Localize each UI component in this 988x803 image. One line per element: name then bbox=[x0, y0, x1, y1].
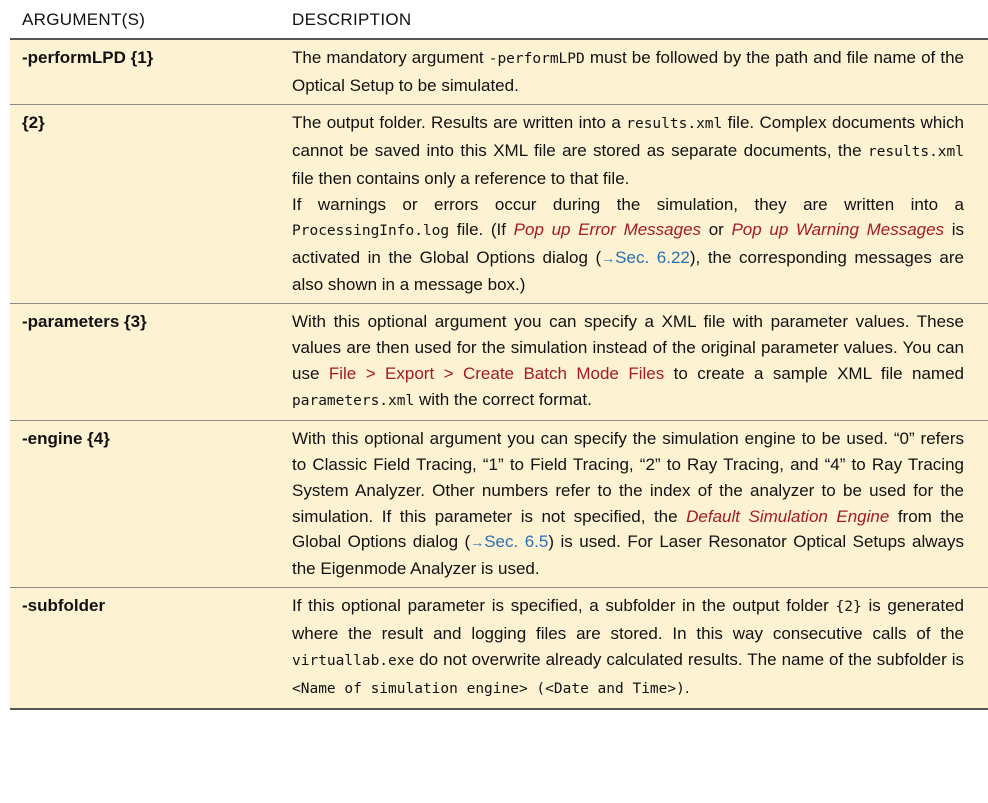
option-name: Default Simulation Engine bbox=[686, 506, 890, 526]
code-text: results.xml bbox=[867, 143, 964, 160]
column-header-description: DESCRIPTION bbox=[280, 0, 988, 39]
menu-path: File > Export > Create Batch Mode Files bbox=[328, 363, 665, 383]
description-cell bbox=[280, 104, 988, 303]
text: With this optional argument you can specify the simulation engine to be used. “0” refers to Classic Field Tracing, “1” to Field Tracing, “2” to Ray Tracing, and “4” to Ray Tracing System Analyzer. Other numbers refer to the index of the analyzer to be used for the simulation. If this parameter is not specified, the bbox=[292, 428, 964, 526]
paragraph bbox=[292, 110, 964, 192]
table-row bbox=[10, 104, 988, 303]
argument-cell: -subfolder bbox=[10, 588, 280, 709]
description-cell bbox=[280, 420, 988, 587]
text: to create a sample XML file named bbox=[664, 363, 964, 383]
text: The output folder. Results are written into a bbox=[292, 112, 627, 132]
arguments-table bbox=[10, 0, 988, 710]
option-name: Pop up Warning Messages bbox=[731, 220, 945, 240]
argument-cell: -parameters {3} bbox=[10, 304, 280, 421]
table-header-row bbox=[10, 0, 988, 39]
code-text: results.xml bbox=[626, 115, 723, 132]
section-reference-link[interactable]: Sec. 6.22 bbox=[615, 248, 690, 268]
text: The mandatory argument bbox=[292, 48, 489, 67]
text: is generated where the result and logging files are stored. In this way consecutive calls of the bbox=[292, 596, 964, 644]
code-text: {2} bbox=[835, 599, 862, 616]
text: from the Global Options dialog ( bbox=[292, 506, 964, 552]
description-cell bbox=[280, 588, 988, 709]
table-row bbox=[10, 304, 988, 421]
text: file then contains only a reference to that file. bbox=[292, 168, 630, 188]
arrow-icon: → bbox=[601, 250, 616, 267]
text: ), the corresponding messages are also shown in a message box.) bbox=[292, 248, 964, 295]
text: file. (If bbox=[449, 220, 514, 240]
text: or bbox=[701, 220, 732, 240]
text: do not overwrite already calculated results. The name of the subfolder is bbox=[414, 650, 964, 670]
code-text: ProcessingInfo.log bbox=[292, 223, 450, 240]
table-row bbox=[10, 588, 988, 709]
text: If warnings or errors occur during the simulation, they are written into a bbox=[292, 194, 964, 214]
table-row bbox=[10, 39, 988, 104]
table-row bbox=[10, 420, 988, 587]
argument-cell: {2} bbox=[10, 104, 280, 303]
column-header-argument: ARGUMENT(S) bbox=[10, 0, 280, 39]
code-text: <Name of simulation engine> (<Date and Time>) bbox=[292, 680, 685, 697]
text: With this optional argument you can specify a XML file with parameter values. These values are then used for the simulation instead of the original parameter values. You can use bbox=[292, 312, 964, 383]
text: . bbox=[684, 677, 690, 697]
argument-cell: -performLPD {1} bbox=[10, 39, 280, 104]
option-name: Pop up Error Messages bbox=[513, 220, 702, 240]
text: with the correct format. bbox=[414, 389, 592, 409]
text: ) is used. For Laser Resonator Optical Setups always the Eigenmode Analyzer is used. bbox=[292, 532, 964, 579]
code-text: parameters.xml bbox=[292, 392, 415, 409]
description-cell bbox=[280, 39, 988, 104]
argument-cell: -engine {4} bbox=[10, 420, 280, 587]
text: file. Complex documents which cannot be saved into this XML file are stored as separate documents, the bbox=[292, 112, 965, 160]
section-reference-link[interactable]: Sec. 6.5 bbox=[484, 532, 549, 552]
paragraph bbox=[292, 192, 964, 299]
text: must be followed by the path and file name of the Optical Setup to be simulated. bbox=[292, 48, 964, 95]
arrow-icon: → bbox=[470, 534, 485, 551]
description-cell bbox=[280, 304, 988, 421]
code-text: -performLPD bbox=[488, 51, 585, 67]
text: If this optional parameter is specified, a subfolder in the output folder bbox=[292, 596, 836, 616]
text: is activated in the Global Options dialog ( bbox=[292, 220, 964, 268]
code-text: virtuallab.exe bbox=[292, 653, 415, 670]
